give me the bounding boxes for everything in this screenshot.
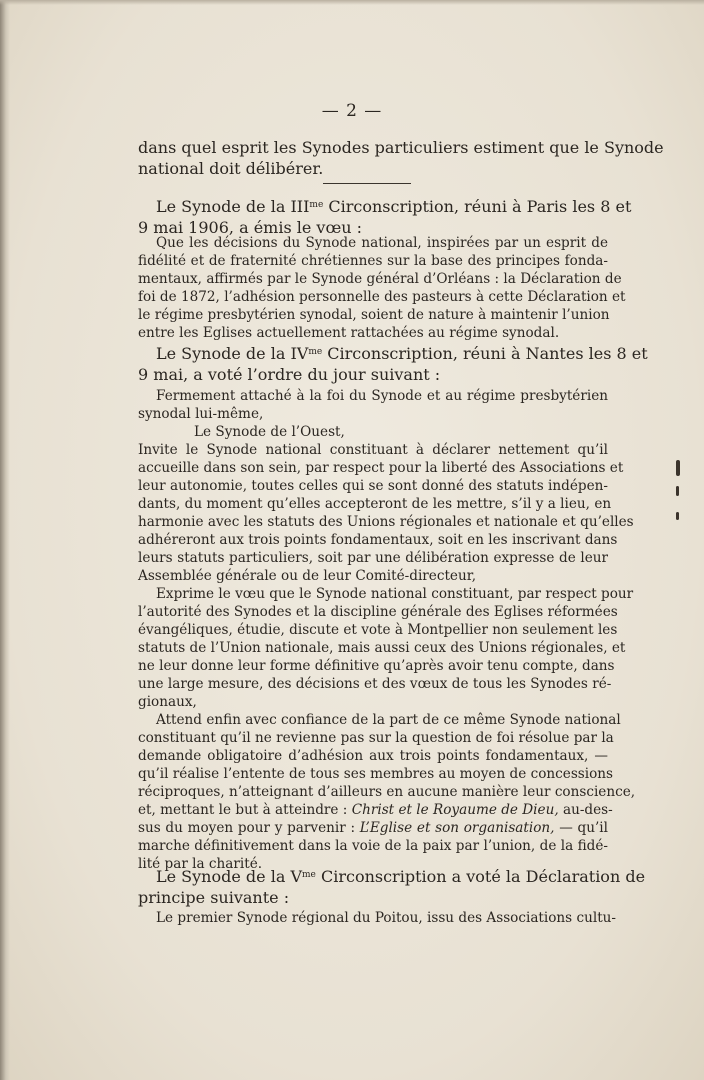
italic-title: Christ et le Royaume de Dieu, bbox=[351, 802, 559, 818]
text-line: national doit délibérer. bbox=[138, 159, 324, 178]
section-divider bbox=[323, 183, 411, 184]
heading-line: 9 mai 1906, a émis le vœu : bbox=[138, 218, 363, 237]
intro-paragraph bbox=[138, 137, 664, 179]
text-line: réciproques, n’atteignant d’ailleurs en aucune manière leur conscience, bbox=[138, 784, 636, 800]
ordinal-suffix: me bbox=[302, 870, 316, 880]
heading-text: Le Synode de la V bbox=[156, 867, 303, 886]
text-line: Fermement attaché à la foi du Synode et au régime presbytérien bbox=[156, 388, 608, 404]
text-line: marche définitivement dans la voie de la paix par l’union, de la fidé- bbox=[138, 838, 608, 854]
page-number: — 2 — bbox=[321, 101, 383, 121]
heading-line: 9 mai, a voté l’ordre du jour suivant : bbox=[138, 365, 441, 384]
heading-line: principe suivante : bbox=[138, 888, 290, 907]
text-line: qu’il réalise l’entente de tous ses membres au moyen de concessions bbox=[138, 766, 614, 782]
text-line: mentaux, affirmés par le Synode général d’Orléans : la Déclaration de bbox=[138, 271, 622, 287]
italic-title: L’Eglise et son organisation, bbox=[359, 820, 555, 836]
synod5-declaration bbox=[138, 909, 617, 927]
text-line: leur autonomie, toutes celles qui se sont donné des statuts indépen- bbox=[138, 478, 608, 494]
text-line: Assemblée générale ou de leur Comité-directeur, bbox=[138, 568, 477, 584]
heading-text: Circonscription, réuni à Nantes les 8 et bbox=[322, 344, 648, 363]
margin-ink-mark bbox=[676, 512, 679, 520]
page-top-shadow bbox=[0, 0, 704, 5]
text-line: synodal lui-même, bbox=[138, 406, 264, 422]
text-line: une large mesure, des décisions et des vœux de tous les Synodes ré- bbox=[138, 676, 612, 692]
text-run: sus du moyen pour y parvenir : bbox=[138, 820, 360, 836]
text-line: Que les décisions du Synode national, inspirées par un esprit de bbox=[156, 235, 608, 251]
text-line: gionaux, bbox=[138, 694, 197, 710]
text-run: — qu’il bbox=[554, 820, 608, 836]
heading-line bbox=[138, 866, 646, 887]
text-line: Le premier Synode régional du Poitou, issu des Associations cultu- bbox=[156, 910, 617, 926]
heading-text: Circonscription, réuni à Paris les 8 et bbox=[323, 197, 632, 216]
heading-text: Le Synode de la IV bbox=[156, 344, 309, 363]
text-line: Attend enfin avec confiance de la part de ce même Synode national bbox=[156, 712, 621, 728]
heading-line bbox=[138, 196, 632, 217]
synod4-resolution bbox=[138, 387, 636, 873]
heading-line bbox=[138, 343, 648, 364]
text-line: constituant qu’il ne revienne pas sur la question de foi résolue par la bbox=[138, 730, 614, 746]
heading-text: Le Synode de la III bbox=[156, 197, 310, 216]
synod4-heading bbox=[138, 343, 648, 385]
text-run: au-des- bbox=[558, 802, 613, 818]
text-line: dans quel esprit les Synodes particuliers estiment que le Synode bbox=[138, 138, 664, 157]
synod3-resolution bbox=[138, 234, 626, 342]
text-run: et, mettant le but à atteindre : bbox=[138, 802, 352, 818]
margin-ink-mark bbox=[676, 460, 680, 476]
text-line: entre les Eglises actuellement rattachées au régime synodal. bbox=[138, 325, 560, 341]
ordinal-suffix: me bbox=[309, 200, 324, 210]
text-line: Le Synode de l’Ouest, bbox=[194, 424, 345, 440]
margin-ink-mark bbox=[676, 486, 679, 496]
text-line: ne leur donne leur forme définitive qu’après avoir tenu compte, dans bbox=[138, 658, 615, 674]
text-line: statuts de l’Union nationale, mais aussi ceux des Unions régionales, et bbox=[138, 640, 626, 656]
text-line: Exprime le vœu que le Synode national constituant, par respect pour bbox=[156, 586, 634, 602]
text-line bbox=[138, 801, 613, 819]
synod3-heading bbox=[138, 196, 632, 238]
synod5-heading bbox=[138, 866, 646, 908]
text-line bbox=[138, 819, 608, 837]
text-line: demande obligatoire d’adhésion aux trois points fondamentaux, — bbox=[138, 748, 608, 764]
text-line: le régime presbytérien synodal, soient de nature à maintenir l’union bbox=[138, 307, 610, 323]
text-line: évangéliques, étudie, discute et vote à Montpellier non seulement les bbox=[138, 622, 618, 638]
text-line: dants, du moment qu’elles accepteront de les mettre, s’il y a lieu, en bbox=[138, 496, 612, 512]
text-line: Invite le Synode national constituant à déclarer nettement qu’il bbox=[138, 442, 608, 458]
text-line: leurs statuts particuliers, soit par une délibération expresse de leur bbox=[138, 550, 608, 566]
ordinal-suffix: me bbox=[308, 347, 323, 357]
text-line: adhéreront aux trois points fondamentaux, soit en les inscrivant dans bbox=[138, 532, 618, 548]
text-line: foi de 1872, l’adhésion personnelle des pasteurs à cette Déclaration et bbox=[138, 289, 626, 305]
text-line: accueille dans son sein, par respect pour la liberté des Associations et bbox=[138, 460, 624, 476]
text-line: l’autorité des Synodes et la discipline générale des Eglises réformées bbox=[138, 604, 618, 620]
text-line: harmonie avec les statuts des Unions régionales et nationale et qu’elles bbox=[138, 514, 634, 530]
page-edge-shadow bbox=[0, 0, 10, 1080]
text-line: lité par la charité. bbox=[138, 856, 263, 872]
heading-text: Circonscription a voté la Déclaration de bbox=[315, 867, 646, 886]
text-line: fidélité et de fraternité chrétiennes sur la base des principes fonda- bbox=[138, 253, 608, 269]
